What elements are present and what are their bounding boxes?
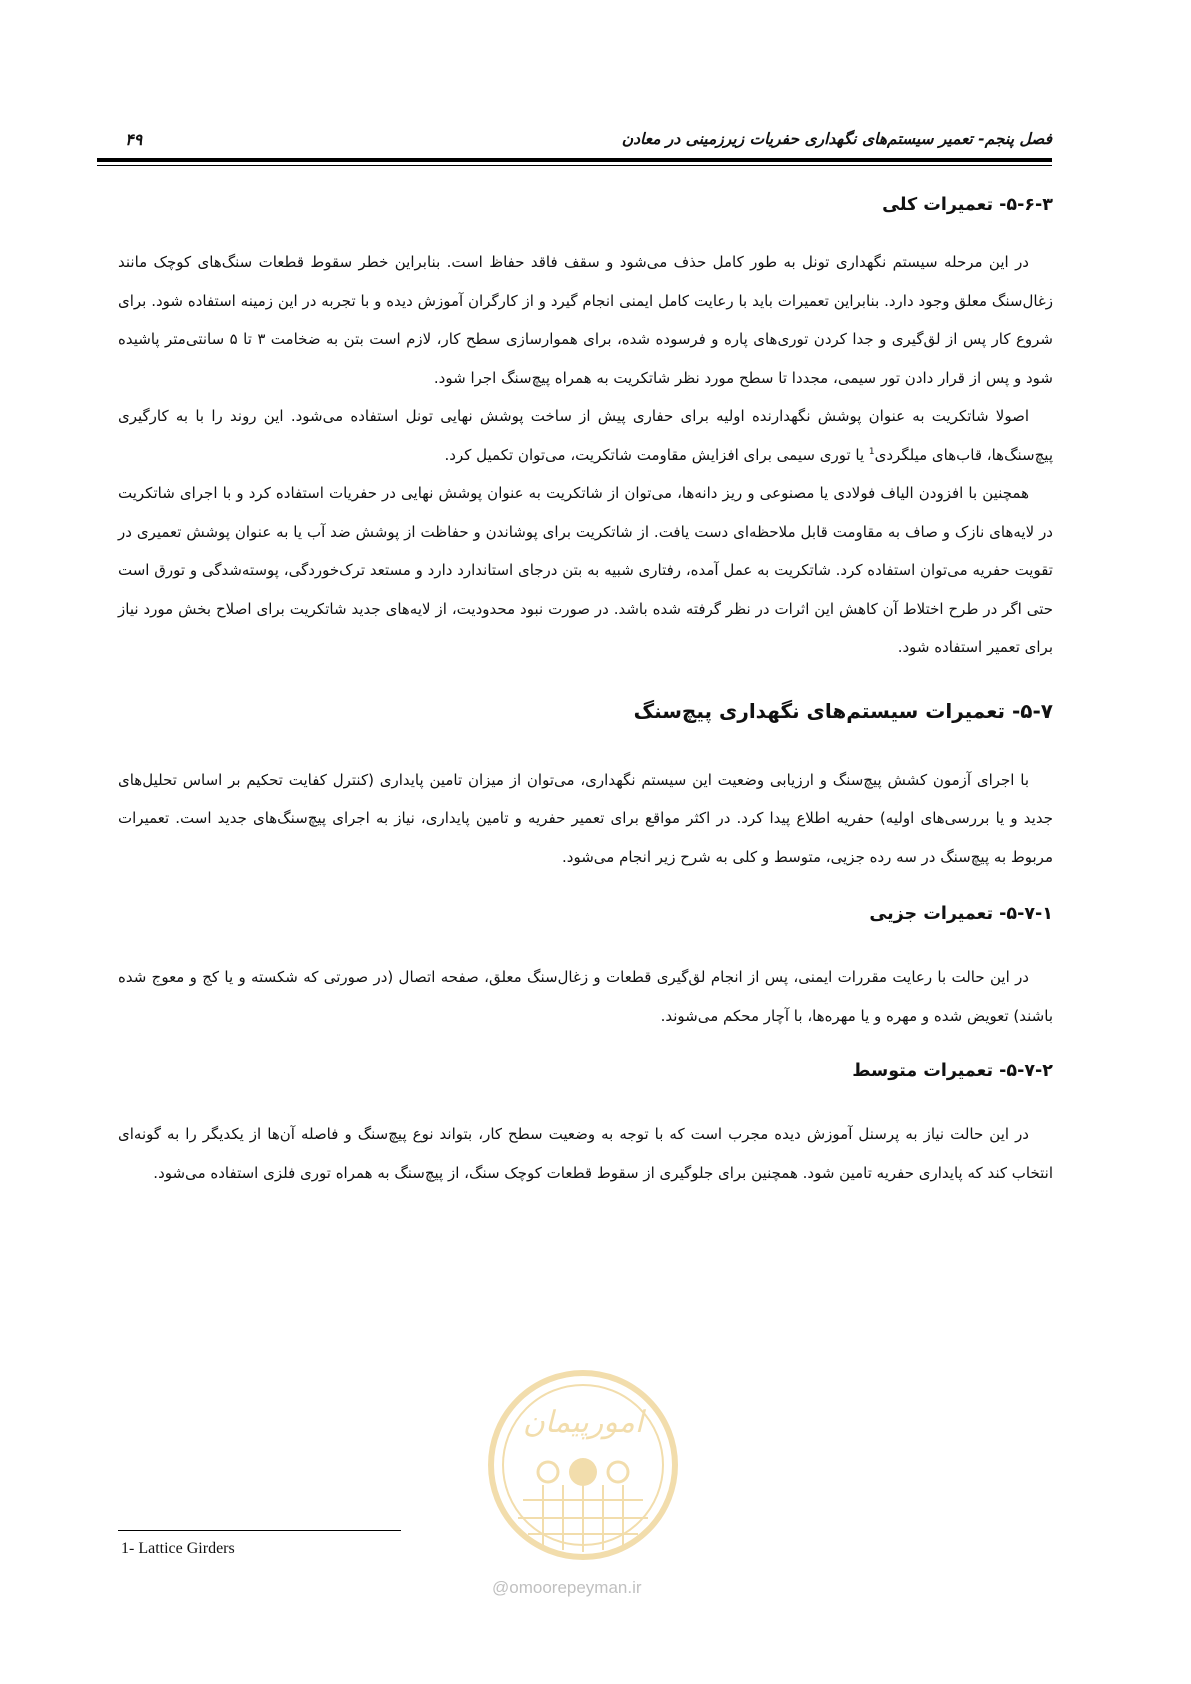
section-heading-minor-repairs: ۵-۷-۱- تعمیرات جزیی	[869, 904, 1053, 924]
footnote: 1- Lattice Girders	[121, 1540, 235, 1557]
body-content	[118, 195, 1053, 1192]
section-heading-general-repairs: ۵-۶-۳- تعمیرات کلی	[882, 195, 1053, 215]
watermark-caption: @omoorepeyman.ir	[492, 1578, 642, 1597]
paragraph: اصولا شاتکریت به عنوان پوشش نگهدارنده اولیه برای حفاری پیش از ساخت پوشش نهایی تونل استفاده می‌شود. این روند را با به کارگیری پیچ‌سنگ‌ها، قاب‌های میلگردی$^1$ یا توری سیمی برای افزایش مقاومت شاتکریت، می‌توان تکمیل کرد.	[118, 407, 1053, 464]
watermark-logo	[468, 1360, 698, 1560]
chapter-title: فصل پنجم- تعمیر سیستم‌های نگهداری حفریات زیرزمینی در معادن	[621, 130, 1052, 148]
header-rule-thick	[97, 158, 1052, 162]
paragraph: در این حالت با رعایت مقررات ایمنی، پس از انجام لق‌گیری قطعات و زغال‌سنگ معلق، صفحه اتصال (در صورتی که شکسته و یا کج و معوج شده باشند) تعویض شده و مهره و یا مهره‌ها، با آچار محکم می‌شوند.	[118, 968, 1053, 1025]
footnote-marker: 1	[868, 446, 875, 457]
section-heading-rockbolt-repairs: ۵-۷- تعمیرات سیستم‌های نگهداری پیچ‌سنگ	[633, 698, 1053, 723]
paragraph: همچنین با افزودن الیاف فولادی یا مصنوعی و ریز دانه‌ها، می‌توان از شاتکریت به عنوان پوشش نهایی در حفریات استفاده کرد و با اجرای شاتکریت در لایه‌های نازک و صاف به مقاومت قابل ملاحظه‌ای دست یافت. از شاتکریت برای پوشاندن و حفاظت از پوشش ضد آب یا به عنوان پوشش تعمیری در تقویت حفریه می‌توان استفاده کرد. شاتکریت به عمل آمده، رفتاری شبیه به بتن درجای استاندارد دارد و مستعد ترک‌خوردگی، پوسته‌شدگی و تورق است حتی اگر در طرح اختلاط آن کاهش این اثرات در نظر گرفته شده باشد. در صورت نبود محدودیت، از لایه‌های جدید شاتکریت برای اصلاح بخش مورد نیاز برای تعمیر استفاده شود.	[118, 484, 1053, 656]
paragraph: با اجرای آزمون کشش پیچ‌سنگ و ارزیابی وضعیت این سیستم نگهداری، می‌توان از میزان تامین پایداری (کنترل کفایت تحکیم بر اساس تحلیل‌های جدید و یا بررسی‌های اولیه) حفریه اطلاع پیدا کرد. در اکثر مواقع برای تعمیر حفریه و تامین پایداری، نیاز به اجرای پیچ‌سنگ‌های جدید است. تعمیرات مربوط به پیچ‌سنگ در سه رده جزیی، متوسط و کلی به شرح زیر انجام می‌شود.	[118, 770, 1053, 866]
footnote-rule	[118, 1530, 401, 1531]
page-number: ۴۹	[125, 130, 143, 149]
running-header	[97, 130, 1052, 154]
paragraph: در این حالت نیاز به پرسنل آموزش دیده مجرب است که با توجه به وضعیت سطح کار، بتواند نوع پیچ‌سنگ و فاصله آن‌ها از یکدیگر را به گونه‌ای انتخاب کند که پایداری حفریه تامین شود. همچنین برای جلوگیری از سقوط قطعات کوچک سنگ، از پیچ‌سنگ به همراه توری فلزی استفاده می‌شود.	[118, 1125, 1053, 1182]
paragraph: در این مرحله سیستم نگهداری تونل به طور کامل حذف می‌شود و سقف فاقد حفاظ است. بنابراین خطر سقوط قطعات سنگ‌های کوچک مانند زغال‌سنگ معلق وجود دارد. بنابراین تعمیرات باید با رعایت کامل ایمنی انجام گیرد و از کارگران آموزش دیده و با تجربه در این زمینه استفاده شود. برای شروع کار پس از لق‌گیری و جدا کردن توری‌های پاره و فرسوده شده، برای هموارسازی سطح کار، لازم است بتن به ضخامت ۳ تا ۵ سانتی‌متر پاشیده شود و پس از قرار دادن تور سیمی، مجددا تا سطح مورد نظر شاتکریت به همراه پیچ‌سنگ اجرا شود.	[118, 253, 1053, 387]
section-heading-medium-repairs: ۵-۷-۲- تعمیرات متوسط	[852, 1061, 1053, 1081]
watermark-logo-text: امورپیمان	[522, 1405, 644, 1440]
header-rule-thin	[97, 165, 1052, 166]
